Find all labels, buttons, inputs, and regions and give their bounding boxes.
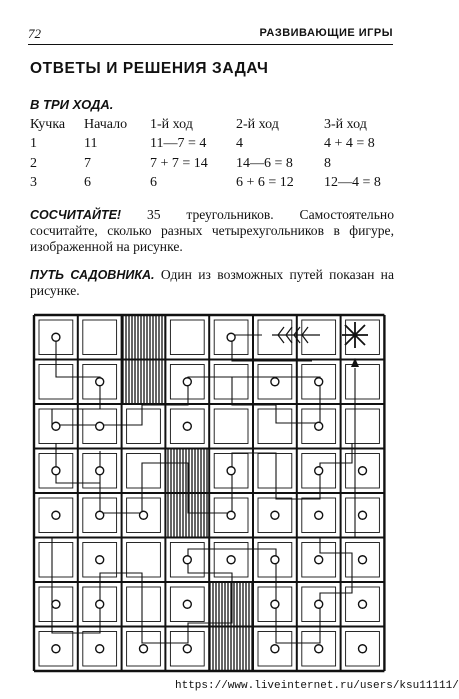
path-point bbox=[183, 600, 191, 608]
cell-frame bbox=[214, 365, 248, 400]
path-point bbox=[359, 556, 367, 564]
count-lead: СОСЧИТАЙТЕ! bbox=[30, 208, 122, 222]
path-point bbox=[227, 556, 235, 564]
table-cell: 6 bbox=[150, 175, 157, 191]
path-point bbox=[52, 511, 60, 519]
cell-frame bbox=[258, 320, 292, 355]
path-point bbox=[271, 378, 279, 386]
table-row bbox=[30, 135, 381, 155]
table-row bbox=[30, 174, 381, 194]
path-point bbox=[359, 511, 367, 519]
path-point bbox=[227, 511, 235, 519]
table-cell: 4 bbox=[236, 136, 243, 152]
path-point bbox=[140, 645, 148, 653]
table-cell: 6 bbox=[84, 175, 91, 191]
running-title: РАЗВИВАЮЩИЕ ИГРЫ bbox=[259, 27, 393, 39]
cell-frame bbox=[83, 320, 117, 355]
table-cell: 2 bbox=[30, 155, 37, 171]
column-header: 3-й ход bbox=[324, 116, 367, 132]
path-point bbox=[183, 378, 191, 386]
path-point bbox=[96, 645, 104, 653]
cell-frame bbox=[127, 454, 161, 489]
table-cell: 7 bbox=[84, 155, 91, 171]
page-header bbox=[28, 26, 393, 45]
path-point bbox=[183, 645, 191, 653]
path-point bbox=[96, 600, 104, 608]
cell-frame bbox=[127, 409, 161, 444]
cell-frame bbox=[302, 320, 336, 355]
path-point bbox=[52, 645, 60, 653]
cell-frame bbox=[170, 320, 204, 355]
path-point bbox=[227, 333, 235, 341]
path-line bbox=[232, 335, 312, 361]
table-cell: 4 + 4 = 8 bbox=[324, 136, 375, 152]
path-point bbox=[315, 645, 323, 653]
path-point bbox=[315, 600, 323, 608]
asterisk-icon bbox=[342, 322, 368, 348]
path-point bbox=[227, 467, 235, 475]
cell-frame bbox=[346, 409, 380, 444]
cell-frame bbox=[39, 543, 73, 578]
gardener-text: Один из возможных путей показан на рисунке. bbox=[30, 267, 394, 298]
cell-frame bbox=[127, 587, 161, 622]
table-row bbox=[30, 154, 381, 174]
path-point bbox=[271, 645, 279, 653]
table-cell: 14—6 = 8 bbox=[236, 155, 293, 171]
path-point bbox=[315, 511, 323, 519]
path-point bbox=[96, 422, 104, 430]
table-cell: 11 bbox=[84, 136, 98, 152]
gardener-path-figure bbox=[32, 313, 386, 675]
column-header: Начало bbox=[84, 116, 128, 132]
path-point bbox=[52, 333, 60, 341]
path-point bbox=[315, 467, 323, 475]
gardener-paragraph bbox=[30, 267, 394, 299]
table-cell: 12—4 = 8 bbox=[324, 175, 381, 191]
section-heading-three-moves: В ТРИ ХОДА. bbox=[30, 97, 114, 112]
footer-url: https://www.liveinternet.ru/users/ksu11111/ bbox=[175, 680, 459, 692]
table-cell: 7 + 7 = 14 bbox=[150, 155, 208, 171]
cell-frame bbox=[346, 320, 380, 355]
path-point bbox=[183, 422, 191, 430]
path-point bbox=[359, 645, 367, 653]
path-point bbox=[315, 378, 323, 386]
path-point bbox=[52, 422, 60, 430]
count-paragraph bbox=[30, 207, 394, 255]
page-number: 72 bbox=[28, 26, 41, 41]
path-point bbox=[359, 467, 367, 475]
path-point bbox=[52, 467, 60, 475]
path-point bbox=[96, 378, 104, 386]
table-header-row bbox=[30, 115, 381, 135]
column-header: 2-й ход bbox=[236, 116, 279, 132]
page-title: ОТВЕТЫ И РЕШЕНИЯ ЗАДАЧ bbox=[30, 60, 269, 77]
cell-frame bbox=[258, 409, 292, 444]
path-point bbox=[52, 600, 60, 608]
cell-frame bbox=[346, 365, 380, 400]
path-point bbox=[183, 556, 191, 564]
path-point bbox=[271, 600, 279, 608]
column-header: 1-й ход bbox=[150, 116, 193, 132]
cell-frame bbox=[127, 543, 161, 578]
grid-lines bbox=[34, 315, 384, 671]
gardener-lead: ПУТЬ САДОВНИКА. bbox=[30, 268, 155, 282]
table-cell: 11—7 = 4 bbox=[150, 136, 207, 152]
column-header: Кучка bbox=[30, 116, 66, 132]
table-cell: 6 + 6 = 12 bbox=[236, 175, 294, 191]
moves-table bbox=[30, 115, 381, 193]
path-point bbox=[359, 600, 367, 608]
path-point bbox=[315, 422, 323, 430]
count-text: 35 треугольников. Самостоятельно сосчитайте, сколько разных четырехугольников в фигуре, изображенной на рисунке. bbox=[30, 207, 394, 254]
path-point bbox=[96, 556, 104, 564]
path-point bbox=[96, 467, 104, 475]
table-cell: 3 bbox=[30, 175, 37, 191]
table-cell: 8 bbox=[324, 155, 331, 171]
path-point bbox=[96, 511, 104, 519]
path-point bbox=[315, 556, 323, 564]
cell-frame bbox=[258, 454, 292, 489]
path-point bbox=[271, 556, 279, 564]
path-point bbox=[140, 511, 148, 519]
path-point bbox=[271, 511, 279, 519]
table-cell: 1 bbox=[30, 136, 37, 152]
cell-frame bbox=[214, 409, 248, 444]
